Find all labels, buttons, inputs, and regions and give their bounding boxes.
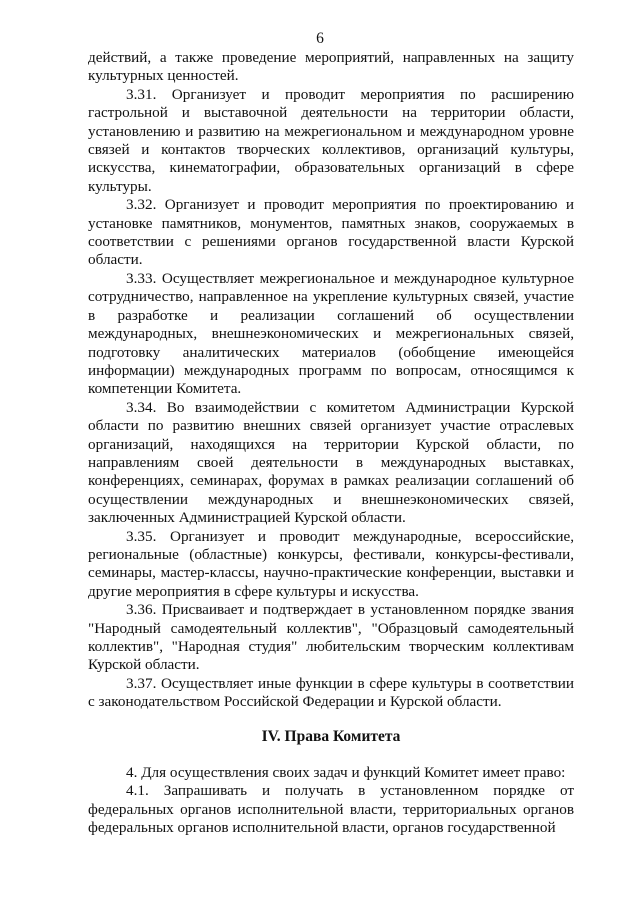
paragraph-3-36: 3.36. Присваивает и подтверждает в установленном порядке звания "Народный самодеятельный коллектив", "Образцовый самодеятельный коллектив", "Народная студия" любительским творческим коллективам Курской области. bbox=[88, 601, 574, 674]
section-heading: IV. Права Комитета bbox=[261, 727, 401, 745]
paragraph-3-37: 3.37. Осуществляет иные функции в сфере культуры в соответствии с законодательством Российской Федерации и Курской области. bbox=[88, 674, 574, 711]
page-number: 6 bbox=[316, 30, 324, 47]
document-body bbox=[88, 49, 574, 838]
paragraph-continuation: действий, а также проведение мероприятий, направленных на защиту культурных ценностей. bbox=[88, 49, 574, 85]
paragraph-4-1: 4.1. Запрашивать и получать в установленном порядке от федеральных органов исполнительной власти, территориальных органов федеральных органов исполнительной власти, органов государственной bbox=[88, 782, 574, 837]
paragraph-3-34: 3.34. Во взаимодействии с комитетом Администрации Курской области по развитию внешних связей организует участие отраслевых организаций, находящихся на территории Курской области, по направлениям своей деятельности в международных выставках, конференциях, семинарах, форумах в рамках реализации соглашений об осуществлении международных и внешнеэкономических связей, заключенных Администрацией Курской области. bbox=[88, 398, 574, 527]
paragraph-3-35: 3.35. Организует и проводит международные, всероссийские, региональные (областные) конкурсы, фестивали, конкурсы-фестивали, семинары, мастер-классы, научно-практические конференции, выставки и другие мероприятия в сфере культуры и искусства. bbox=[88, 527, 574, 600]
paragraph-4: 4. Для осуществления своих задач и функций Комитет имеет право: bbox=[126, 764, 566, 782]
paragraph-3-31: 3.31. Организует и проводит мероприятия по расширению гастрольной и выставочной деятельности на территории области, установлению и развитию на межрегиональном и международном уровне связей и контактов творческих коллективов, организаций культуры, искусства, кинематографии, образовательных организаций в сфере культуры. bbox=[88, 85, 574, 195]
paragraph-3-32: 3.32. Организует и проводит мероприятия по проектированию и установке памятников, монументов, памятных знаков, сооружаемых в соответствии с решениями органов государственной власти Курской области. bbox=[88, 196, 574, 269]
paragraph-3-33: 3.33. Осуществляет межрегиональное и международное культурное сотрудничество, направленное на укрепление культурных связей, участие в разработке и реализации соглашений об осуществлении международных, внешнеэкономических и межрегиональных связей, подготовку аналитических материалов (обобщение имеющейся информации) международных программ по вопросам, относящимся к компетенции Комитета. bbox=[88, 269, 574, 398]
